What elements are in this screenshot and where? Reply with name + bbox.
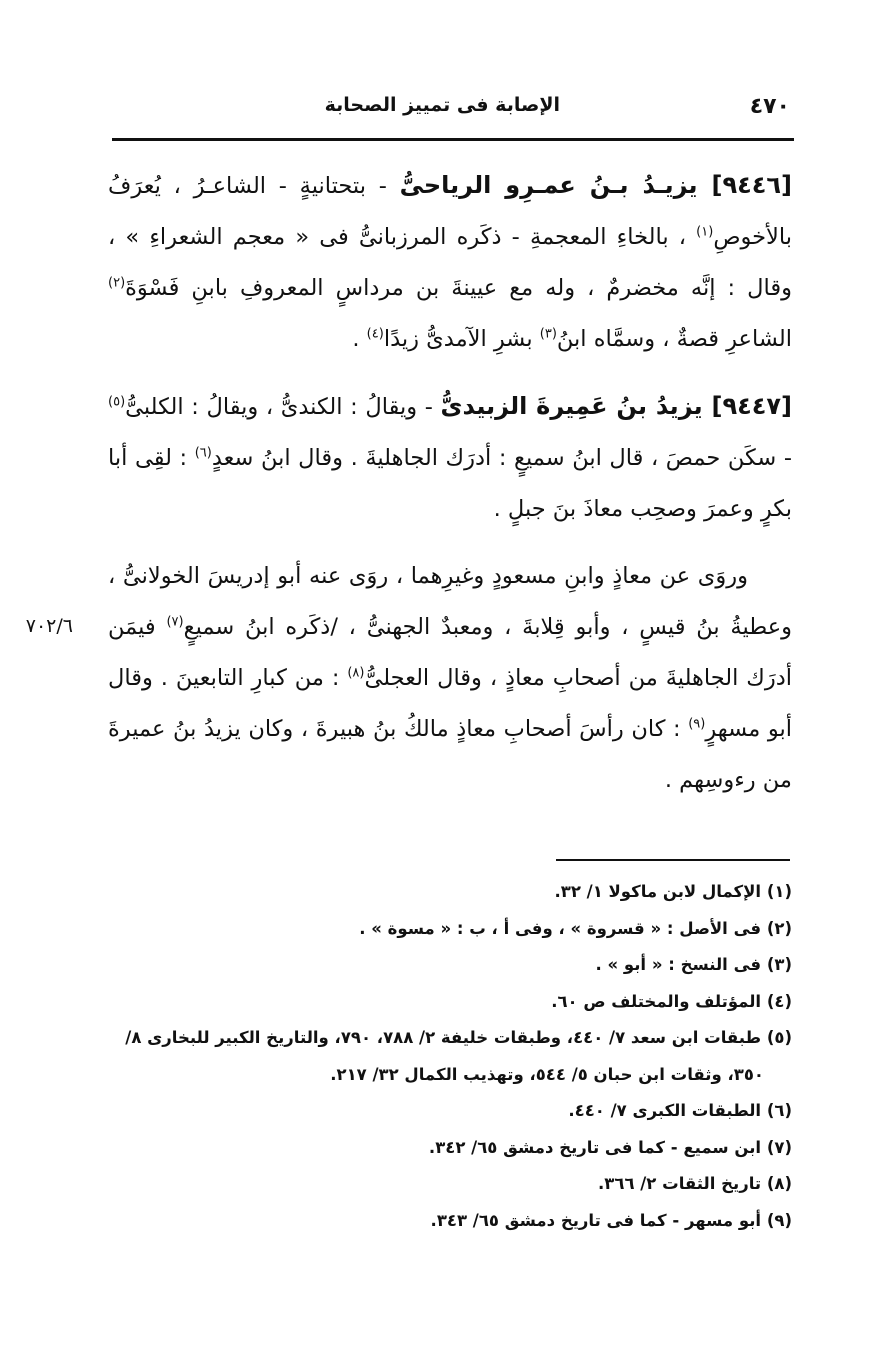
page-header bbox=[110, 92, 790, 132]
header-divider bbox=[112, 138, 794, 141]
main-text bbox=[108, 160, 792, 806]
entry-text: الشاعرِ قصةٌ ، وسمَّاه ابنُ bbox=[556, 326, 792, 352]
entry-heading: [٩٤٤٧] يزيدُ بنُ عَمِيرةَ الزبيدىُّ bbox=[440, 392, 792, 420]
footnote-item: (٤) المؤتلف والمختلف ص ٦٠. bbox=[551, 991, 792, 1011]
footnote-ref[interactable]: (٤) bbox=[366, 326, 384, 342]
paragraph-text: : كان رأسَ أصحابِ معاذٍ مالكُ بنُ هبيرةَ ، وكان يزيدُ بنُ عميرةَ من رءوسِهم . bbox=[108, 716, 792, 793]
entry-text: . bbox=[352, 326, 367, 352]
entry-text: - ويقالُ : الكندىُّ ، ويقالُ : الكلبىُّ bbox=[125, 394, 441, 420]
entry-text: ، بالخاءِ المعجمةِ - ذكَره المرزبانىُّ فى « معجم الشعراءِ » ، وقال : إنَّه مخضرمٌ ، وله مع عيينةَ بن مرداسٍ المعروفِ بابنِ فَسْوَةَ bbox=[108, 224, 792, 301]
footnote-item: (٦) الطبقات الكبرى ٧/ ٤٤٠. bbox=[568, 1101, 792, 1120]
footnote-divider bbox=[556, 859, 790, 861]
footnote-ref[interactable]: (٨) bbox=[347, 665, 365, 681]
footnote-item: (٥) طبقات ابن سعد ٧/ ٤٤٠، وطبقات خليفة ٢/ ٧٨٨، ٧٩٠، والتاريخ الكبير للبخارى ٨/ ٣٥٠، وثقات ابن حبان ٥/ ٥٤٤، وتهذيب الكمال ٣٢/ ٢١٧. bbox=[125, 1028, 792, 1084]
footnote-ref[interactable]: (٢) bbox=[108, 275, 126, 291]
entry-text: - بتحتانيةٍ - الشاعـرُ ، يُعرَفُ بالأخوصِ bbox=[108, 173, 792, 250]
footnote-ref[interactable]: (٥) bbox=[108, 394, 126, 410]
footnotes-list bbox=[96, 874, 792, 1239]
footnote-item: (٩) أبو مسهر - كما فى تاريخ دمشق ٦٥/ ٣٤٣. bbox=[430, 1210, 792, 1230]
entry-text: : لقِى أبا بكرٍ وعمرَ وصحِب معاذَ بنَ جبلٍ . bbox=[108, 445, 792, 522]
footnote-ref[interactable]: (٩) bbox=[688, 716, 706, 732]
footnote-item: (٧) ابن سميع - كما فى تاريخ دمشق ٦٥/ ٣٤٢. bbox=[428, 1137, 792, 1157]
page-number: ٤٧٠ bbox=[749, 94, 790, 119]
paragraph-text: : من كبارِ التابعينَ . وقال أبو مسهرٍ bbox=[108, 665, 792, 742]
footnote-item: (٨) تاريخ الثقات ٢/ ٣٦٦. bbox=[598, 1174, 792, 1193]
entry-9446 bbox=[108, 160, 792, 365]
paragraph-text: وروَى عن معاذٍ وابنِ مسعودٍ وغيرِهما ، روَى عنه أبو إدريسَ الخولانىُّ ، وعطيةُ بنُ قيسٍ ، وأبو قِلابةَ ، ومعبدٌ الجهنىُّ ، /ذكَره ابنُ سميعٍ bbox=[108, 563, 792, 640]
footnote-ref[interactable]: (٧) bbox=[166, 614, 184, 630]
footnote-item: (٢) فى الأصل : « قسروة » ، وفى أ ، ب : « مسوة » . bbox=[359, 918, 792, 938]
entry-text: بشرِ الآمدىُّ زيدًا bbox=[383, 326, 540, 352]
entry-9447 bbox=[108, 381, 792, 535]
running-title: الإصابة فى تمييز الصحابة bbox=[324, 94, 560, 116]
footnote-ref[interactable]: (٣) bbox=[539, 326, 557, 342]
entry-heading: [٩٤٤٦] يزيـدُ بـنُ عمـرِو الرياحىُّ bbox=[399, 171, 792, 199]
margin-page-reference: ٧٠٢/٦ bbox=[25, 615, 73, 637]
body-paragraph bbox=[108, 551, 792, 806]
paragraph-text: فيمَن أدرَك الجاهليةَ من أصحابِ معاذٍ ، وقال العجلىُّ bbox=[108, 614, 792, 691]
footnote-ref[interactable]: (١) bbox=[696, 224, 714, 240]
footnote-ref[interactable]: (٦) bbox=[194, 445, 212, 461]
footnote-item: (١) الإكمال لابن ماكولا ١/ ٣٢. bbox=[554, 882, 792, 901]
entry-text: - سكَن حمصَ ، قال ابنُ سميعٍ : أدرَك الجاهليةَ . وقال ابنُ سعدٍ bbox=[211, 445, 792, 471]
footnote-item: (٣) فى النسخ : « أبو » . bbox=[595, 955, 792, 974]
